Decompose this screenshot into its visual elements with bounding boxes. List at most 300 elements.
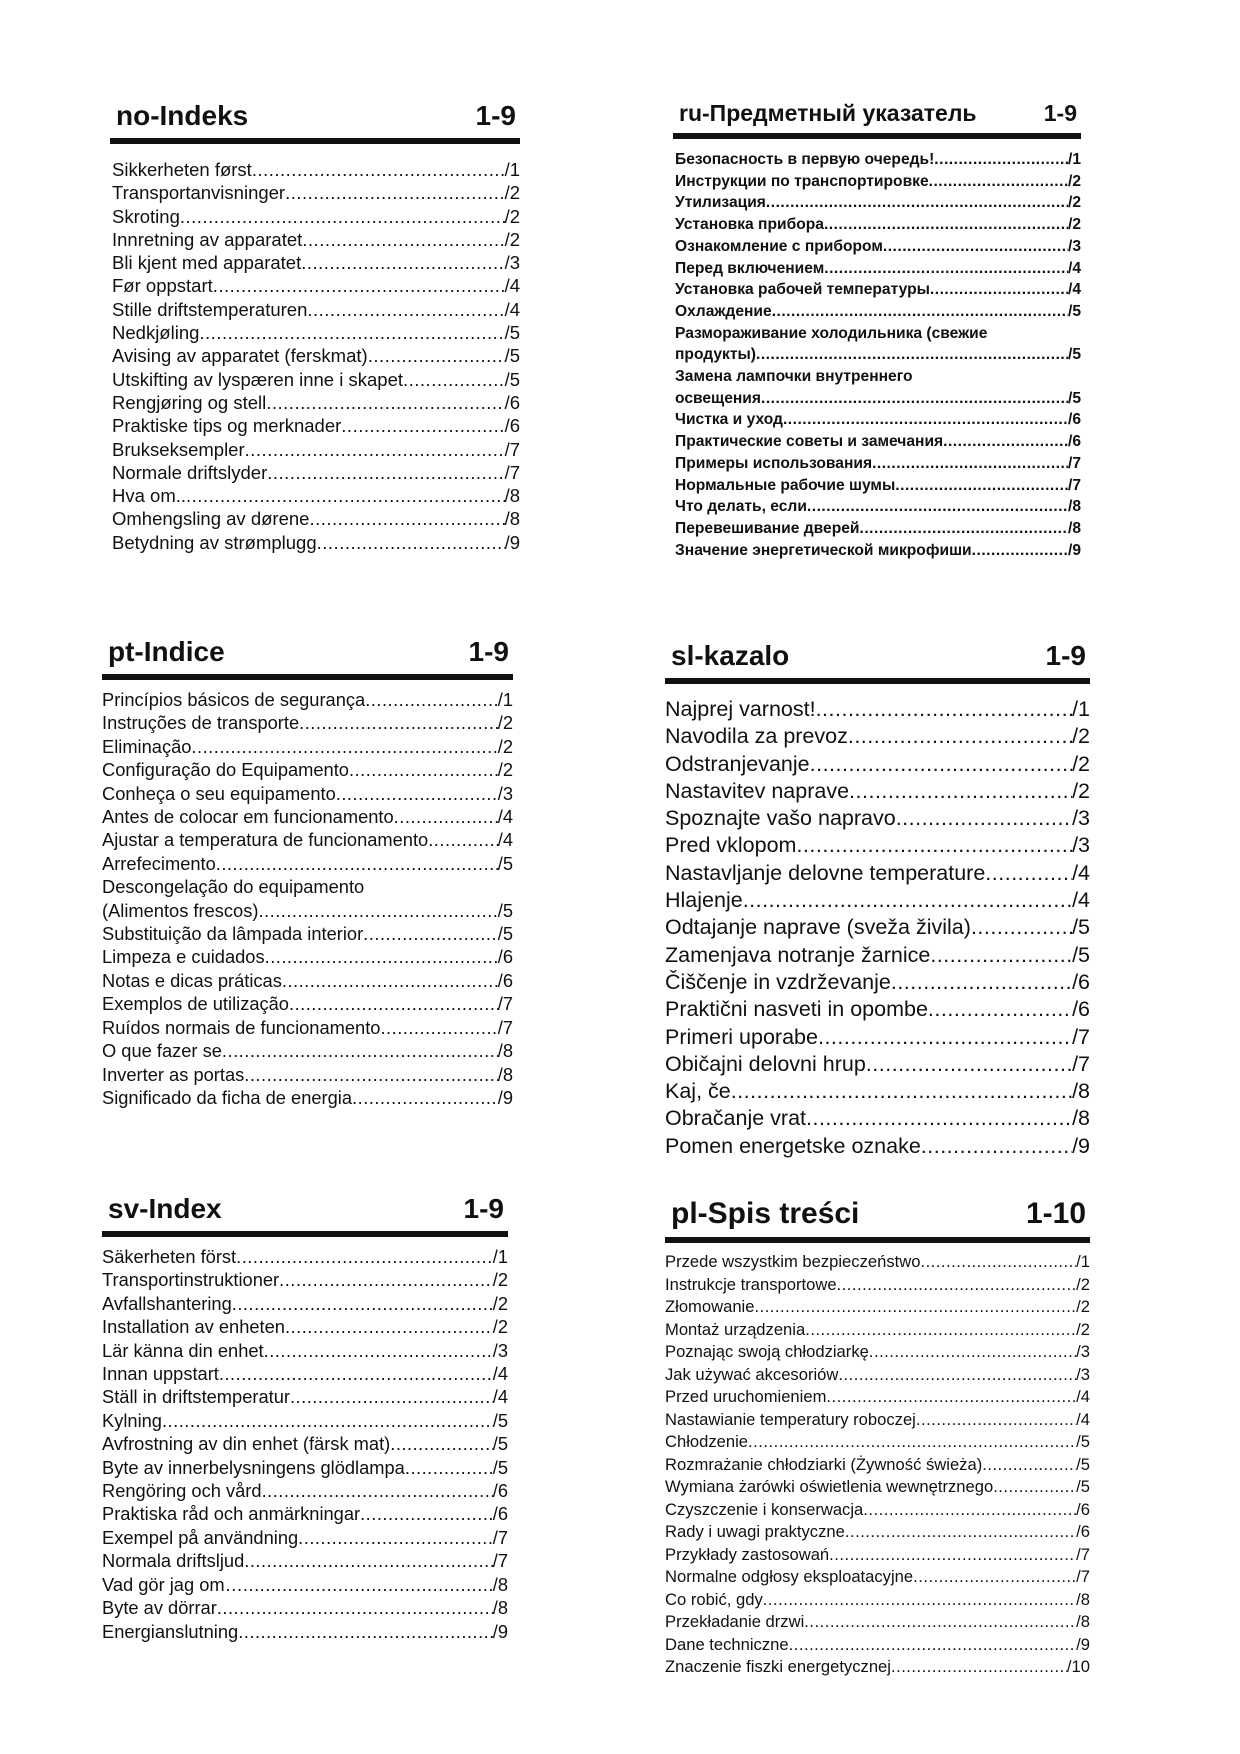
toc-entry (665, 1544, 1090, 1567)
dot-leader (783, 409, 1068, 431)
toc-entry-title: Normalne odgłosy eksploatacyjne (665, 1567, 914, 1586)
toc-entry-page: /5 (492, 1409, 508, 1431)
toc-entry-page: /2 (1067, 172, 1081, 190)
toc-entry-title: Инструкции по транспортировке (675, 172, 929, 190)
toc-entry-title: Innan uppstart (102, 1363, 219, 1385)
toc-entry-page: /5 (497, 899, 513, 921)
toc-entry (102, 969, 513, 992)
toc-entry-page: /8 (492, 1597, 508, 1619)
dot-leader (838, 1364, 1076, 1387)
toc-entry-page: /4 (1072, 860, 1090, 885)
dot-leader (365, 688, 498, 711)
toc-entry (112, 438, 520, 461)
section-header (665, 1197, 1090, 1237)
toc-entry-title: Säkerheten först (102, 1246, 237, 1267)
toc-entry (102, 1362, 508, 1385)
toc-entry (665, 805, 1090, 832)
toc-entry (665, 1051, 1090, 1078)
toc-entry-page: /4 (504, 275, 520, 297)
dot-leader (285, 1315, 493, 1338)
toc-entry-page: /8 (492, 1573, 508, 1595)
toc-entry (665, 778, 1090, 805)
toc-entry (665, 1589, 1090, 1612)
toc-entry-page: /8 (1072, 1106, 1090, 1131)
dot-leader (243, 1573, 493, 1596)
section-pt (102, 636, 513, 1109)
dot-leader (837, 1274, 1077, 1297)
dot-leader (191, 735, 497, 758)
dot-leader (219, 1362, 493, 1385)
section-header (673, 100, 1081, 133)
toc-entry (102, 735, 513, 758)
toc-entry (665, 1078, 1090, 1105)
toc-entry-page: /3 (492, 1339, 508, 1361)
toc-entry-title: Утилизация (675, 194, 766, 212)
toc-entry-page: /2 (504, 205, 520, 227)
dot-leader (180, 205, 505, 228)
toc-entry-page: /2 (504, 182, 520, 204)
toc-entry-title: Pred vklopom (665, 833, 797, 858)
toc-entry-page: /5 (504, 345, 520, 367)
toc-entry-page: /7 (504, 438, 520, 460)
dot-leader (352, 1086, 498, 1109)
dot-leader (891, 969, 1072, 996)
dot-leader (307, 298, 504, 321)
toc-list (665, 1251, 1090, 1679)
dot-leader (761, 388, 1068, 410)
toc-entry-page: /7 (497, 1016, 513, 1038)
dot-leader (754, 1296, 1076, 1319)
toc-entry (102, 1409, 508, 1432)
toc-entry (665, 1251, 1090, 1274)
toc-entry-page: /7 (497, 993, 513, 1015)
toc-entry (675, 366, 1081, 388)
section-title: ru-Предметный указатель (679, 100, 977, 126)
toc-entry-title: Stille driftstemperaturen (112, 298, 308, 320)
section-pages: 1-10 (1025, 1197, 1086, 1230)
toc-entry (665, 1611, 1090, 1634)
dot-leader (360, 1502, 493, 1525)
header-rule (102, 1231, 508, 1237)
dot-leader (971, 914, 1072, 941)
toc-entry (102, 1086, 513, 1109)
toc-entry (665, 1024, 1090, 1051)
toc-entry (675, 149, 1081, 171)
toc-entry-page: /2 (504, 228, 520, 250)
dot-leader (301, 251, 504, 274)
toc-entry-title: Ruídos normais de funcionamento (102, 1016, 381, 1038)
toc-entry-page: /2 (492, 1269, 508, 1291)
section-no (110, 100, 520, 554)
toc-entry-page: /5 (1067, 389, 1081, 407)
toc-entry-title: Praktični nasveti in opombe (665, 997, 928, 1022)
toc-entry-title: Praktiska råd och anmärkningar (102, 1503, 361, 1525)
toc-entry (665, 1566, 1090, 1589)
dot-leader (824, 258, 1068, 280)
dot-leader (266, 391, 504, 414)
toc-entry-page: /5 (504, 368, 520, 390)
toc-entry-page: /9 (1076, 1634, 1090, 1654)
toc-entry (675, 453, 1081, 475)
toc-entry (102, 1039, 513, 1062)
toc-entry-page: /8 (1076, 1589, 1090, 1609)
toc-entry-page: /2 (1076, 1319, 1090, 1339)
toc-entry-title: Pomen energetske oznake (665, 1133, 921, 1158)
toc-entry-title: Kylning (102, 1409, 162, 1431)
toc-entry (112, 321, 520, 344)
dot-leader (916, 1409, 1076, 1432)
toc-entry-title: Odtajanje naprave (sveža živila) (665, 915, 971, 940)
toc-entry-title: Vad gör jag om… (102, 1573, 243, 1595)
section-title: no-Indeks (116, 100, 249, 131)
toc-entry-title: освещения (675, 389, 761, 407)
dot-leader (766, 192, 1068, 214)
toc-entry (665, 1296, 1090, 1319)
dot-leader (213, 274, 505, 297)
toc-entry-title: Čiščenje in vzdrževanje (665, 969, 891, 994)
toc-entry (665, 887, 1090, 914)
toc-entry (675, 344, 1081, 366)
toc-entry-page: /5 (1072, 915, 1090, 940)
toc-entry (102, 711, 513, 734)
toc-entry-title: Безопасность в первую очередь! (675, 151, 935, 168)
toc-entry-page: /6 (492, 1503, 508, 1525)
toc-entry (102, 688, 513, 711)
toc-entry-page: /6 (1072, 997, 1090, 1022)
toc-entry-page: /6 (492, 1480, 508, 1502)
toc-entry-page: /3 (1067, 237, 1081, 255)
toc-entry-title: Substituição da lâmpada interior (102, 923, 364, 945)
toc-entry-page: /5 (1067, 346, 1081, 364)
toc-entry-title: Exemplos de utilização (102, 993, 289, 1015)
dot-leader (928, 996, 1072, 1023)
toc-entry-title: Nastavitev naprave (665, 778, 850, 803)
toc-entry-page: /7 (1076, 1567, 1090, 1586)
dot-leader (199, 321, 504, 344)
toc-entry-title: Spoznajte vašo napravo (665, 806, 896, 831)
section-title: sl-kazalo (671, 640, 790, 671)
toc-entry-title: Установка рабочей температуры (675, 281, 930, 299)
toc-entry-title: Antes de colocar em funcionamento (102, 806, 394, 828)
toc-entry (102, 1596, 508, 1619)
toc-entry (112, 461, 520, 484)
dot-leader (394, 805, 498, 828)
toc-entry (665, 1364, 1090, 1387)
dot-leader (930, 279, 1068, 301)
toc-entry-page: /5 (1072, 942, 1090, 967)
toc-entry (102, 852, 513, 875)
toc-entry-page: /4 (492, 1363, 508, 1385)
toc-entry-page: /1 (497, 689, 513, 710)
toc-list (673, 149, 1081, 561)
toc-entry-page: /8 (1067, 519, 1081, 537)
toc-entry-page: /5 (1076, 1477, 1090, 1496)
section-pages: 1-9 (468, 636, 509, 667)
toc-entry-page: /6 (497, 946, 513, 968)
toc-entry-title: Skroting (112, 205, 180, 227)
toc-entry-title: Descongelação do equipamento (102, 876, 365, 898)
toc-entry-title: Hva om.. (112, 485, 187, 507)
toc-entry (675, 279, 1081, 301)
toc-entry (665, 832, 1090, 859)
dot-leader (824, 214, 1068, 236)
toc-entry-page: /2 (1076, 1297, 1090, 1316)
toc-entry-page: /2 (1072, 724, 1090, 749)
toc-entry-title: Охлаждение (675, 302, 772, 320)
toc-entry-page: /7 (1072, 1051, 1090, 1076)
dot-leader (267, 461, 504, 484)
toc-entry (102, 899, 513, 922)
toc-entry-title: Ознакомление с прибором (675, 237, 883, 255)
toc-entry (675, 236, 1081, 258)
dot-leader (943, 431, 1068, 453)
dot-leader (162, 1409, 493, 1432)
dot-leader (279, 1268, 493, 1291)
toc-entry-page: /8 (504, 485, 520, 507)
toc-entry (665, 1499, 1090, 1522)
toc-entry (112, 531, 520, 554)
toc-entry (112, 181, 520, 204)
toc-entry-title: Установка прибора (675, 216, 824, 234)
toc-entry-title: Najprej varnost! (665, 697, 816, 721)
dot-leader (262, 1479, 493, 1502)
toc-entry (675, 171, 1081, 193)
toc-entry (112, 251, 520, 274)
toc-entry (112, 414, 520, 437)
toc-entry (675, 518, 1081, 540)
toc-entry (102, 805, 513, 828)
dot-leader (796, 832, 1072, 859)
toc-entry-title: Byte av innerbelysningens glödlampa (102, 1456, 405, 1478)
toc-entry-title: Nastawianie temperatury roboczej (665, 1409, 916, 1429)
toc-entry-title: Rozmrażanie chłodziarki (Żywność świeża) (665, 1454, 983, 1474)
toc-entry-title: Energianslutning (102, 1620, 239, 1642)
toc-entry (112, 368, 520, 391)
dot-leader (845, 1521, 1076, 1544)
dot-leader (985, 860, 1072, 887)
toc-entry (665, 1656, 1090, 1679)
toc-entry-title: Практические советы и замечания (675, 433, 944, 451)
toc-entry-page: /6 (1067, 433, 1081, 451)
toc-entry-title: Złomowanie (665, 1297, 755, 1316)
toc-entry-title: Avising av apparatet (ferskmat) (112, 345, 368, 367)
toc-entry-title: Dane techniczne (665, 1634, 789, 1654)
toc-entry (665, 1105, 1090, 1132)
toc-entry-title: Nedkjøling (112, 322, 200, 344)
toc-entry-title: Instrukcje transportowe (665, 1274, 837, 1294)
toc-entry-title: Przykłady zastosowań (665, 1544, 830, 1564)
toc-entry-page: /9 (492, 1620, 508, 1642)
toc-entry (665, 1133, 1090, 1160)
toc-entry (112, 228, 520, 251)
dot-leader (807, 496, 1068, 518)
dot-leader (368, 344, 505, 367)
toc-entry-title: Eliminação (102, 735, 192, 757)
toc-entry-page: /2 (1067, 194, 1081, 212)
dot-leader (921, 1133, 1072, 1160)
toc-entry-title: Примеры использования (675, 454, 873, 472)
toc-entry-title: Poznając swoją chłodziarkę (665, 1342, 869, 1361)
toc-entry (112, 158, 520, 181)
toc-entry-page: /2 (497, 759, 513, 781)
toc-entry-page: /8 (1076, 1612, 1090, 1631)
dot-leader (810, 751, 1072, 778)
toc-entry (102, 922, 513, 945)
toc-entry-page: /7 (1067, 476, 1081, 494)
toc-entry-title: Instruções de transporte (102, 712, 300, 734)
header-rule (673, 133, 1081, 139)
toc-entry-page: /7 (1076, 1544, 1090, 1564)
toc-entry-page: /4 (504, 298, 520, 320)
section-pl (665, 1197, 1090, 1679)
dot-leader (298, 1526, 493, 1549)
header-rule (102, 674, 513, 680)
section-pages: 1-9 (1043, 100, 1077, 126)
section-pages: 1-9 (475, 100, 516, 131)
toc-entry-page: /5 (492, 1456, 508, 1478)
dot-leader (891, 1656, 1067, 1679)
toc-entry-title: Нормальные рабочие шумы (675, 476, 896, 494)
toc-entry-title: Nastavljanje delovne temperature (665, 860, 986, 885)
toc-entry-title: Ställ in driftstemperatur (102, 1386, 290, 1408)
toc-entry (102, 758, 513, 781)
dot-leader (763, 1589, 1076, 1612)
toc-entry-page: /7 (1072, 1024, 1090, 1049)
toc-entry-page: /8 (497, 1063, 513, 1085)
toc-entry-title: Transportinstruktioner (102, 1269, 280, 1291)
toc-entry (112, 484, 520, 507)
toc-entry (102, 1016, 513, 1039)
toc-entry-title: Zamenjava notranje žarnice (665, 942, 931, 967)
toc-entry-title: Co robić, gdy (665, 1589, 763, 1609)
dot-leader (756, 344, 1068, 366)
toc-entry (675, 388, 1081, 410)
dot-leader (929, 171, 1068, 193)
toc-entry (102, 1549, 508, 1572)
toc-entry-page: /5 (1067, 302, 1081, 320)
toc-entry (102, 1292, 508, 1315)
toc-entry (102, 1245, 508, 1268)
toc-entry-page: /2 (497, 735, 513, 757)
toc-entry-title: Значение энергетической микрофиши (675, 541, 972, 559)
toc-entry-title: Чистка и уход (675, 411, 783, 429)
toc-entry-title: Omhengsling av dørene (112, 508, 310, 530)
dot-leader (872, 453, 1068, 475)
toc-entry-title: Avfrostning av din enhet (färsk mat) (102, 1433, 391, 1455)
toc-entry-title: Rady i uwagi praktyczne (665, 1522, 845, 1541)
toc-entry-title: Notas e dicas práticas (102, 969, 282, 991)
dot-leader (317, 531, 505, 554)
toc-entry (675, 323, 1081, 345)
dot-leader (731, 1078, 1072, 1105)
toc-entry-title: Brukseksempler (112, 438, 245, 460)
toc-entry (665, 860, 1090, 887)
toc-entry (112, 298, 520, 321)
dot-leader (896, 805, 1072, 832)
dot-leader (789, 1634, 1077, 1657)
toc-entry-title: Znaczenie fiszki energetycznej (665, 1657, 891, 1676)
dot-leader (972, 540, 1068, 562)
dot-leader (238, 1620, 493, 1643)
toc-entry (665, 1341, 1090, 1364)
toc-entry-title: Wymiana żarówki oświetlenia wewnętrznego (665, 1477, 994, 1496)
dot-leader (341, 414, 504, 437)
toc-entry (102, 992, 513, 1015)
dot-leader (216, 852, 498, 875)
toc-list (665, 696, 1090, 1160)
toc-entry (102, 1620, 508, 1643)
toc-entry-page: /3 (1076, 1342, 1090, 1361)
toc-entry (675, 409, 1081, 431)
toc-entry-title: Limpeza e cuidados (102, 946, 265, 968)
dot-leader (336, 782, 498, 805)
toc-entry-title: Byte av dörrar (102, 1597, 217, 1619)
toc-entry (665, 1319, 1090, 1342)
toc-entry (102, 1573, 508, 1596)
toc-entry (675, 258, 1081, 280)
dot-leader (860, 518, 1068, 540)
toc-entry-title: продукты) (675, 346, 756, 364)
toc-entry-page: /9 (504, 531, 520, 553)
dot-leader (285, 181, 504, 204)
toc-entry (112, 507, 520, 530)
dot-leader (848, 723, 1072, 750)
toc-entry (675, 301, 1081, 323)
toc-list (110, 158, 520, 554)
toc-entry-title: O que fazer se (102, 1040, 222, 1062)
toc-entry-title: Размораживание холодильника (свежие (675, 324, 988, 342)
toc-entry-title: Configuração do Equipamento (102, 759, 349, 781)
dot-leader (805, 1319, 1076, 1342)
toc-entry (112, 274, 520, 297)
toc-entry-page: /4 (1067, 259, 1081, 277)
toc-entry (665, 942, 1090, 969)
toc-entry-title: Exempel på användning (102, 1526, 299, 1548)
toc-entry-page: /6 (1076, 1499, 1090, 1519)
section-title: pl-Spis treści (671, 1197, 860, 1230)
toc-entry (102, 1526, 508, 1549)
toc-entry-title: Normala driftsljud (102, 1550, 245, 1572)
toc-entry-title: Conheça o seu equipamento (102, 782, 336, 804)
toc-entry-page: /7 (504, 461, 520, 483)
dot-leader (289, 992, 498, 1015)
toc-entry-title: Jak używać akcesoriów (665, 1364, 839, 1384)
dot-leader (806, 1105, 1072, 1132)
toc-entry-page: /2 (1067, 216, 1081, 234)
toc-entry-page: /6 (1072, 969, 1090, 994)
toc-entry-title: Arrefecimento (102, 852, 216, 874)
toc-entry (665, 723, 1090, 750)
toc-entry-title: Montaż urządzenia (665, 1319, 806, 1339)
toc-entry-page: /9 (497, 1086, 513, 1108)
dot-leader (245, 438, 505, 461)
toc-entry (665, 969, 1090, 996)
toc-entry-title: Primeri uporabe (665, 1024, 818, 1049)
toc-entry-page: /4 (497, 829, 513, 851)
toc-entry-page: /3 (1072, 833, 1090, 858)
dot-leader (829, 1544, 1076, 1567)
toc-entry (675, 540, 1081, 562)
toc-entry-title: Przekładanie drzwi (665, 1612, 805, 1631)
toc-entry-page: /9 (1072, 1133, 1090, 1158)
toc-entry-page: /7 (492, 1526, 508, 1548)
toc-entry-title: Lär känna din enhet (102, 1339, 264, 1361)
toc-entry (102, 828, 513, 851)
toc-entry-title: Odstranjevanje (665, 751, 810, 776)
section-pages: 1-9 (1045, 640, 1086, 671)
toc-entry-title: Installation av enheten (102, 1316, 285, 1338)
toc-entry (102, 782, 513, 805)
